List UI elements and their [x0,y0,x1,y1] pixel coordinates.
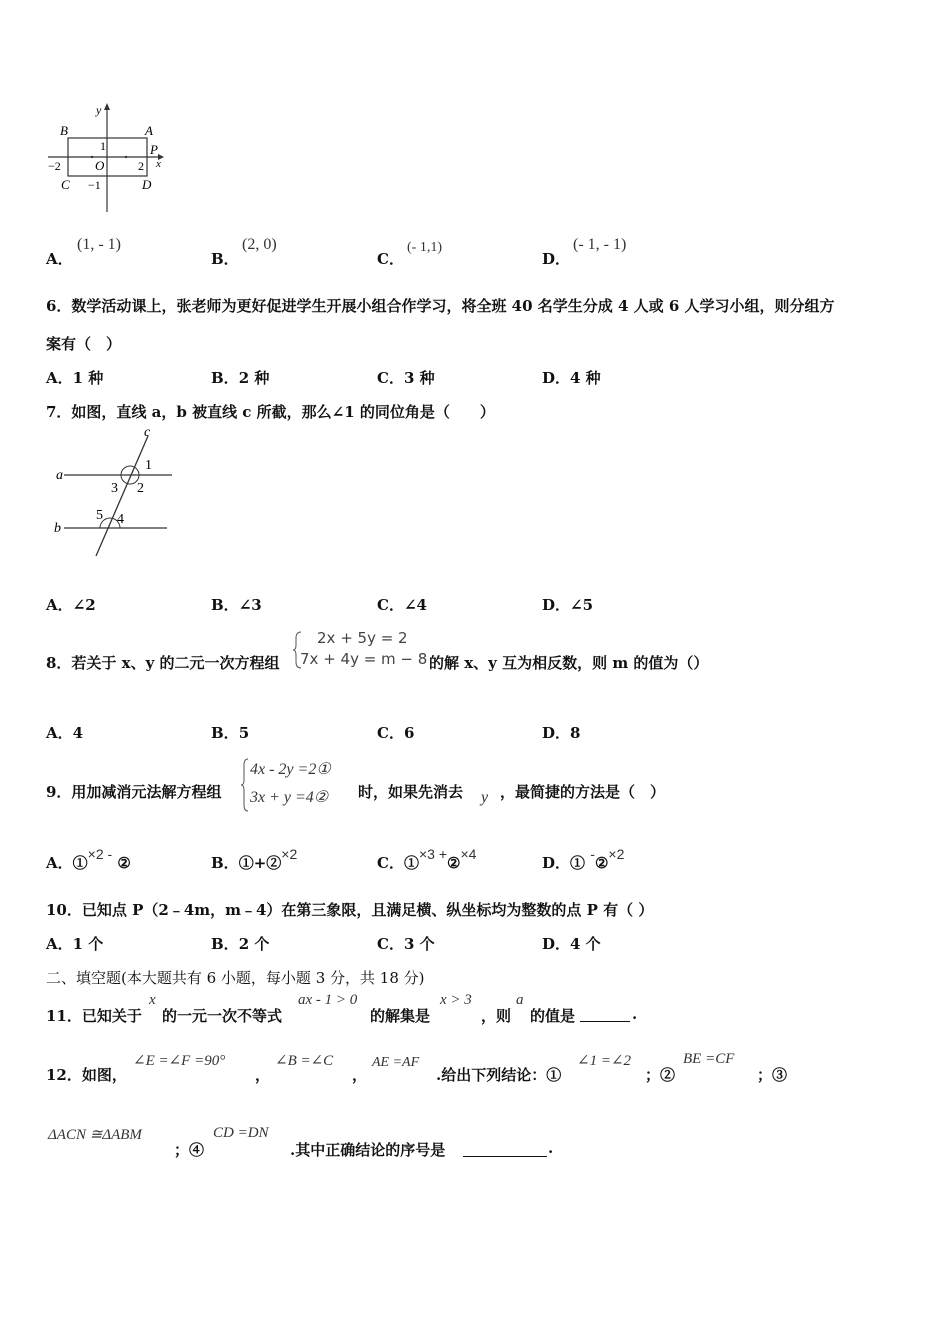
fig5-x: x [156,158,161,170]
q12-conclusion-1: ∠1 =∠2 [577,1053,632,1069]
q10-option-c[interactable]: C．3 个 [377,935,435,953]
section2-heading: 二、填空题(本大题共有 6 小题，每小题 3 分，共 18 分) [46,969,425,987]
q12-text-7: . [548,1139,554,1157]
q12-text-3: ；② [645,1066,676,1084]
q11-text-4: ，则 [481,1007,512,1025]
q12-conclusion-3: ΔACN ≅ΔABM [48,1127,142,1143]
fig5-neg2: −2 [48,159,61,173]
fig5-B: B [60,123,68,138]
q12-conclusion-4: CD =DN [213,1125,269,1141]
q6-option-a[interactable]: A．1 种 [46,369,104,387]
q9-option-c[interactable]: C．①×3 +②×4 [377,846,477,872]
q10-text: 10．已知点 P（2﹣4m，m﹣4）在第三象限，且满足横、纵坐标均为整数的点 P 有（ ） [46,901,654,919]
fig5-1: 1 [100,139,106,153]
q11-inequality: ax - 1 > 0 [298,992,358,1008]
q7-text: 7．如图，直线 a，b 被直线 c 所截，那么∠1 的同位角是（ ） [46,403,495,421]
q9-prefix: 9．用加减消元法解方程组 [46,783,222,801]
fig7-1: 1 [145,458,152,473]
q9-eq2: 3x + y =4② [250,789,329,806]
q12-text-4: ；③ [757,1066,788,1084]
q9-eq1: 4x - 2y =2① [250,761,331,778]
q5-option-a-value: (1, - 1) [77,236,121,253]
q7-option-b[interactable]: B．∠3 [211,596,262,614]
fig5-D: D [142,177,152,192]
q11-text-6: . [632,1005,638,1023]
q8-eq1: 2x + 5y = 2 [317,629,408,647]
q12-text-5: ；④ [174,1141,205,1159]
fig5-neg1: −1 [88,178,101,192]
q9-suffix: ，最简捷的方法是（ ） [500,783,666,801]
q7-option-d[interactable]: D．∠5 [542,596,594,614]
q11-text-2: 的一元一次不等式 [162,1007,283,1025]
q7-option-c[interactable]: C．∠4 [377,596,427,614]
fig7-3: 3 [111,481,118,496]
q5-option-b[interactable]: B． [211,250,239,268]
q12-cond-1: ∠E =∠F =90° [133,1053,226,1069]
q9-var: y [481,789,489,806]
q12-cond-2: ∠B =∠C [275,1053,334,1069]
q9-mid: 时，如果先消去 [358,783,464,801]
q11-var-x: x [149,992,156,1008]
fig7-a: a [56,468,63,483]
q5-option-c-value: (- 1,1) [407,240,442,255]
q12-cond-3: AE =AF [372,1055,420,1070]
fig5-2: 2 [138,159,144,173]
q9-brace [240,757,250,813]
q6-line1: 6．数学活动课上，张老师为更好促进学生开展小组合作学习，将全班 40 名学生分成 4 人或 6 人学习小组，则分组方 [46,297,835,315]
q9-option-b[interactable]: B．①+②×2 [211,846,298,872]
q5-option-a[interactable]: A． [46,250,73,268]
q5-option-c[interactable]: C． [377,250,404,268]
q12-answer-blank[interactable] [463,1155,547,1157]
q6-option-b[interactable]: B．2 种 [211,369,270,387]
fig7-4: 4 [117,512,124,527]
fig7-b: b [54,521,61,536]
q8-option-b[interactable]: B．5 [211,724,250,742]
q11-solution: x > 3 [440,992,472,1008]
fig5-C: C [61,177,70,192]
q11-answer-blank[interactable] [580,1020,630,1022]
q8-eq2: 7x + 4y = m − 8 [300,650,428,668]
q5-option-d-value: (- 1, - 1) [573,236,627,253]
q5-option-b-value: (2, 0) [242,236,277,253]
q6-option-c[interactable]: C．3 种 [377,369,435,387]
q8-option-a[interactable]: A．4 [46,724,84,742]
q10-option-d[interactable]: D．4 个 [542,935,601,953]
q6-line2: 案有（ ） [46,335,122,353]
q9-option-a[interactable]: A．①×2 - ② [46,846,131,872]
fig5-O: O [95,158,105,173]
fig7-c: c [144,425,151,440]
fig5-A: A [145,123,153,138]
fig5-P: P [150,142,158,157]
q11-text-5: 的值是 [530,1007,576,1025]
q10-option-b[interactable]: B．2 个 [211,935,270,953]
q8-prefix: 8．若关于 x、y 的二元一次方程组 [46,654,280,672]
q7-lines-figure [50,424,180,559]
q8-suffix: 的解 x、y 互为相反数，则 m 的值为（） [429,654,709,672]
q5-option-d[interactable]: D． [542,250,571,268]
q6-option-d[interactable]: D．4 种 [542,369,601,387]
q12-text-6: .其中正确结论的序号是 [290,1141,446,1159]
q10-option-a[interactable]: A．1 个 [46,935,104,953]
fig7-2: 2 [137,481,144,496]
q9-option-d[interactable]: D．① -②×2 [542,846,625,872]
q8-option-d[interactable]: D．8 [542,724,581,742]
q8-option-c[interactable]: C．6 [377,724,415,742]
q12-text-2: .给出下列结论：① [436,1066,562,1084]
q7-option-a[interactable]: A．∠2 [46,596,96,614]
q12-comma-1: ， [255,1066,271,1084]
q11-var-a: a [516,992,524,1008]
q12-text-1: 12．如图， [46,1066,127,1084]
q12-comma-2: ， [352,1066,368,1084]
fig5-y: y [96,103,102,117]
fig7-5: 5 [96,508,103,523]
q5-coordinate-figure [44,100,174,215]
q11-text-1: 11．已知关于 [46,1007,142,1025]
q12-conclusion-2: BE =CF [683,1051,735,1067]
q11-text-3: 的解集是 [370,1007,431,1025]
